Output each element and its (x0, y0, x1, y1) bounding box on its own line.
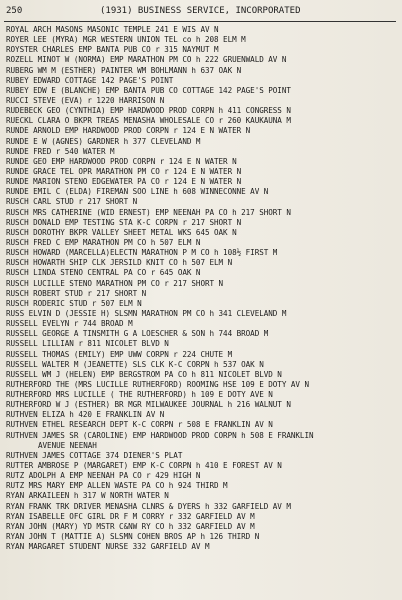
directory-entry: ROYAL ARCH MASONS MASONIC TEMPLE 241 E WIS AV N (6, 25, 219, 34)
page-number: 250 (6, 6, 23, 16)
page-title: (1931) BUSINESS SERVICE, INCORPORATED (100, 6, 301, 16)
header-rule (4, 21, 396, 22)
directory-entry: RYAN JOHN T (MATTIE A) SLSMN COHEN BROS AP h 126 THIRD N (6, 532, 260, 542)
directory-entry: RUNDE MARION STENO EDGEWATER PA CO r 124 E N WATER N (6, 177, 242, 187)
directory-entry: RUSCH HOWARTH SHIP CLK JERSILD KNIT CO h 507 ELM N (6, 258, 233, 268)
directory-entry: RUTHERFORD W J (ESTHER) BR MGR MILWAUKEE JOURNAL h 216 WALNUT N (6, 400, 291, 410)
directory-entry: RUNDE EMIL C (ELDA) FIREMAN SOO LINE h 608 WINNECONNE AV N (6, 187, 269, 197)
directory-entry: RUBEY EDWARD COTTAGE 142 PAGE'S POINT (6, 75, 174, 85)
directory-entry: RUSSELL WM J (HELEN) EMP BERGSTROM PA CO h 811 NICOLET BLVD N (6, 369, 282, 379)
directory-entry: RUSCH LINDA STENO CENTRAL PA CO r 645 OAK N (6, 268, 201, 278)
directory-entry: RUSSELL THOMAS (EMILY) EMP UWW CORPN r 224 CHUTE M (6, 349, 233, 359)
directory-entry: RUTTER AMBROSE P (MARGARET) EMP K-C CORPN h 410 E FOREST AV N (6, 461, 282, 471)
directory-entry: RUSSELL LILLIAN r 811 NICOLET BLVD N (6, 339, 169, 349)
directory-entry: RUNDE E W (AGNES) GARDNER h 377 CLEVELAND M (6, 136, 201, 146)
directory-entry: RUSCH DONALD EMP TESTING STA K-C CORPN r 217 SHORT N (6, 217, 242, 227)
directory-entry: RUSCH ROBERT STUD r 217 SHORT N (6, 288, 147, 298)
directory-entry: RUTHVEN ETHEL RESEARCH DEPT K-C CORPN r 508 E FRANKLIN AV N (6, 420, 273, 430)
directory-entry: RYAN ISABELLE OFC GIRL DR F M CORRY r 332 GARFIELD AV M (6, 511, 255, 521)
directory-entry: RUSCH HOWARD (MARCELLA)ELECTN MARATHON P M CO h 108½ FIRST M (6, 248, 278, 258)
directory-entry: RUSSELL GEORGE A TINSMITH G A LOESCHER & SON h 744 BROAD M (6, 329, 269, 339)
directory-entry: RYAN FRANK TRK DRIVER MENASHA CLNRS & DYERS h 332 GARFIELD AV M (6, 501, 291, 511)
directory-entry: RUNDE GRACE TEL OPR MARATHON PM CO r 124 E N WATER N (6, 166, 242, 176)
directory-entry: ROZELL MINOT W (NORMA) EMP MARATHON PM CO h 222 GRUENWALD AV N (6, 55, 287, 65)
directory-entry: RUTHERFORD MRS LUCILLE ( THE RUTHERFORD) h 109 E DOTY AVE N (6, 390, 273, 400)
directory-entry: RUSSELL EVELYN r 744 BROAD M (6, 319, 133, 329)
directory-entry: ROYER LEE (MYRA) MGR WESTERN UNION TEL co h 208 ELM M (6, 35, 246, 45)
directory-entry: RYAN JOHN (MARY) YD MSTR C&NW RY CO h 332 GARFIELD AV M (6, 521, 255, 531)
directory-entry: RUNDE FRED r 540 WATER M (6, 146, 115, 156)
directory-entry: RUSCH DOROTHY BKPR VALLEY SHEET METAL WKS 645 OAK N (6, 227, 237, 237)
directory-entry: RUECKL CLARA O BKPR TREAS MENASHA WHOLESALE CO r 260 KAUKAUNA M (6, 116, 291, 126)
directory-entry: RUDEBECK GEO (CYNTHIA) EMP HARDWOOD PROD CORPN h 411 CONGRESS N (6, 106, 291, 116)
directory-entry: RUTHVEN ELIZA h 420 E FRANKLIN AV N (6, 410, 165, 420)
directory-entry: RUCCI STEVE (EVA) r 1220 HARRISON N (6, 95, 165, 105)
directory-entry: ROYSTER CHARLES EMP BANTA PUB CO r 315 NAYMUT M (6, 45, 219, 55)
directory-entry: RUNDE GEO EMP HARDWOOD PROD CORPN r 124 E N WATER N (6, 156, 237, 166)
page-header (6, 2, 396, 20)
directory-entry: RUTZ MRS MARY EMP ALLEN WASTE PA CO h 924 THIRD M (6, 481, 228, 491)
directory-entry: RUTHVEN JAMES COTTAGE 374 DIENER'S PLAT (6, 450, 183, 460)
directory-entry: AVENUE NEENAH (38, 440, 97, 450)
directory-entry: RUSCH RODERIC STUD r 507 ELM N (6, 298, 142, 308)
directory-entry: RUBEY EDW E (BLANCHE) EMP BANTA PUB CO COTTAGE 142 PAGE'S POINT (6, 85, 291, 95)
directory-entry: RUSS ELVIN D (JESSIE H) SLSMN MARATHON PM CO h 341 CLEVELAND M (6, 308, 287, 318)
directory-entry: RUSCH LUCILLE STENO MARATHON PM CO r 217 SHORT N (6, 278, 224, 288)
directory-entry: RUNDE ARNOLD EMP HARDWOOD PROD CORPN r 124 E N WATER N (6, 126, 251, 136)
directory-entry: RUSCH MRS CATHERINE (WID ERNEST) EMP NEENAH PA CO h 217 SHORT N (6, 207, 291, 217)
directory-entries (6, 25, 400, 552)
directory-entry: RUSCH FRED C EMP MARATHON PM CO h 507 ELM N (6, 237, 201, 247)
directory-entry: RYAN MARGARET STUDENT NURSE 332 GARFIELD AV M (6, 542, 210, 552)
directory-entry: RUSCH CARL STUD r 217 SHORT N (6, 197, 138, 207)
directory-entry: RUSSELL WALTER M (JEANETTE) SLS CLK K-C CORPN h 537 OAK N (6, 359, 264, 369)
directory-entry: RYAN ARKAILEEN h 317 W NORTH WATER N (6, 491, 169, 501)
directory-entry: RUTHERFORD THE (MRS LUCILLE RUTHERFORD) ROOMING HSE 109 E DOTY AV N (6, 379, 309, 389)
directory-entry: RUTHVEN JAMES SR (CAROLINE) EMP HARDWOOD PROD CORPN h 508 E FRANKLIN (6, 430, 314, 440)
directory-entry: RUTZ ADOLPH A EMP NEENAH PA CO r 429 HIGH N (6, 471, 201, 481)
directory-entry: RUBERG WM M (ESTHER) PAINTER WM BOHLMANN h 637 OAK N (6, 65, 242, 75)
